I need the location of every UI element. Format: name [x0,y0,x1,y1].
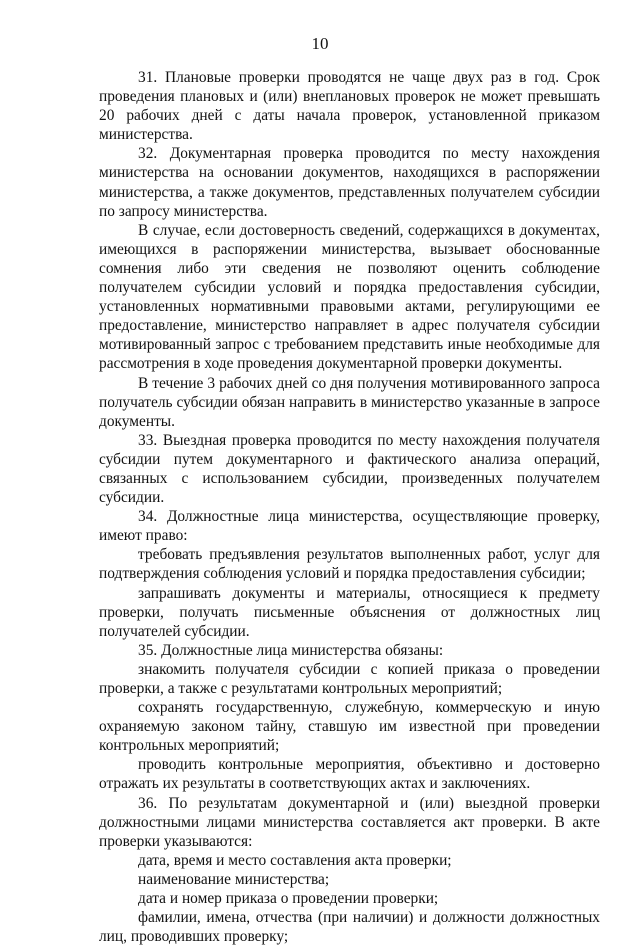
paragraph-34: 34. Должностные лица министерства, осуществляющие проверку, имеют право: [99,508,600,545]
paragraph-31: 31. Плановые проверки проводятся не чаще двух раз в год. Срок проведения плановых и (или) внеплановых проверок не может превышать 20 рабочих дней с даты начала проверок, установленной приказом министерства. [99,69,600,144]
paragraph-34-right-demand-results: требовать предъявления результатов выполненных работ, услуг для подтверждения соблюдения условий и порядка предоставления субсидии; [99,546,600,583]
paragraph-36-item-ministry-name: наименование министерства; [138,870,330,888]
paragraph-32-response-deadline: В течение 3 рабочих дней со дня получения мотивированного запроса получатель субсидии обязан направить в министерство указанные в запросе документы. [99,374,600,430]
paragraph-34-right-request-documents: запрашивать документы и материалы, относящиеся к предмету проверки, получать письменные объяснения от должностных лиц получателей субсидии. [99,584,600,640]
paragraph-35-duty-objectivity: проводить контрольные мероприятия, объективно и достоверно отражать их результаты в соответствующих актах и заключениях. [99,756,600,793]
paragraph-32-doubtful-info: В случае, если достоверность сведений, содержащихся в документах, имеющихся в распоряжении министерства, вызывает обоснованные сомнения либо эти сведения не позволяют оценить соблюдение получателем субсидии условий и порядка предоставления субсидии, установленных нормативными правовыми актами, регулирующими ее предоставление, министерство направляет в адрес получателя субсидии мотивированный запрос с требованием представить иные необходимые для рассмотрения в ходе проведения документарной проверки документы. [99,221,600,373]
page-number: 10 [311,34,329,53]
paragraph-35: 35. Должностные лица министерства обязаны: [138,641,444,659]
paragraph-36-item-inspectors: фамилии, имена, отчества (при наличии) и должности должностных лиц, проводивших проверку; [99,909,600,946]
paragraph-35-duty-inform: знакомить получателя субсидии с копией приказа о проведении проверки, а также с результатами контрольных мероприятий; [99,660,600,697]
paragraph-36-item-date: дата, время и место составления акта проверки; [138,851,452,869]
document-body [99,68,600,946]
paragraph-32: 32. Документарная проверка проводится по месту нахождения министерства на основании документов, находящихся в распоряжении министерства, а также документов, представленных получателем субсидии по запросу министерства. [99,145,600,220]
paragraph-33: 33. Выездная проверка проводится по месту нахождения получателя субсидии путем документарного и фактического анализа операций, связанных с использованием субсидии, произведенных получателем субсидии. [99,431,600,507]
paragraph-36: 36. По результатам документарной и (или) выездной проверки должностными лицами министерства составляется акт проверки. В акте проверки указываются: [99,794,600,850]
paragraph-36-item-order: дата и номер приказа о проведении проверки; [138,890,439,908]
paragraph-35-duty-secrecy: сохранять государственную, служебную, коммерческую и иную охраняемую законом тайну, ставшую им известной при проведении контрольных мероприятий; [99,699,600,755]
